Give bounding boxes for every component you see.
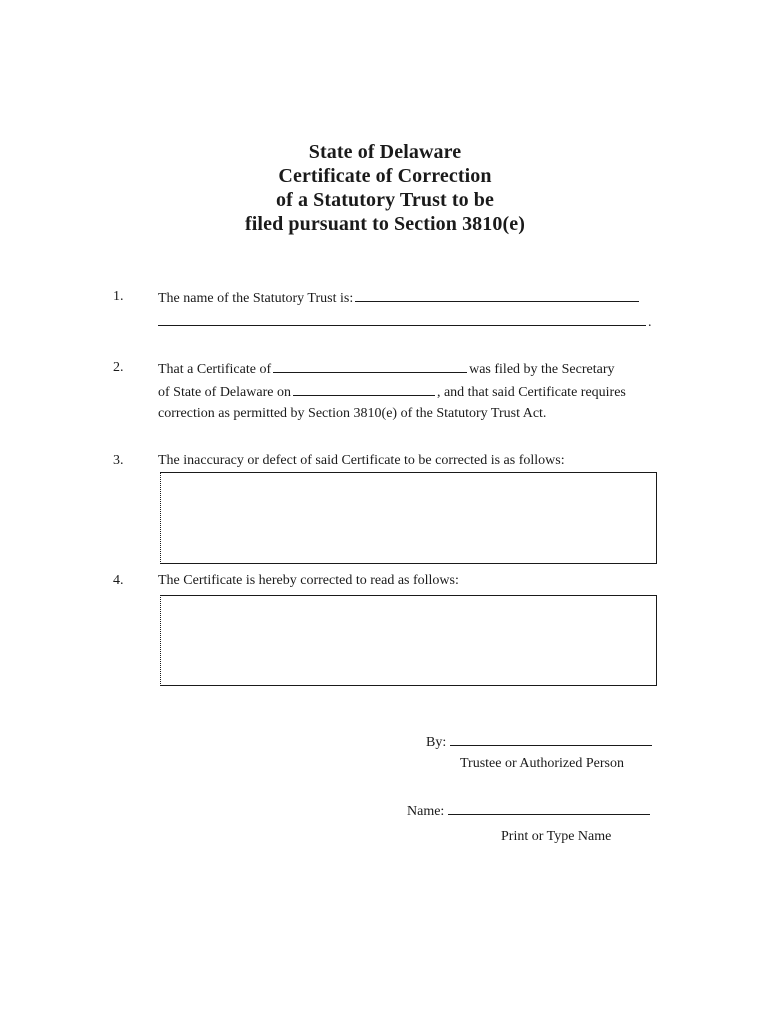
title-line-certificate: Certificate of Correction xyxy=(278,165,492,187)
trust-name-field-2[interactable] xyxy=(158,313,646,326)
name-line xyxy=(407,802,652,820)
item-4-label: The Certificate is hereby corrected to read as follows: xyxy=(158,573,459,588)
item-2-number: 2. xyxy=(113,360,124,375)
printed-name-field[interactable] xyxy=(448,802,650,815)
item-2-text-b: was filed by the Secretary xyxy=(469,362,615,377)
by-label: By: xyxy=(426,735,447,750)
name-caption: Print or Type Name xyxy=(501,829,612,844)
item-2-text-a: That a Certificate of xyxy=(158,362,272,377)
name-label: Name: xyxy=(407,804,445,819)
inaccuracy-description-box[interactable] xyxy=(160,472,657,564)
item-4-number: 4. xyxy=(113,573,124,588)
item-2-line-3: correction as permitted by Section 3810(e) of the Statutory Trust Act. xyxy=(158,406,547,421)
item-1-label: The name of the Statutory Trust is: xyxy=(158,291,354,306)
item-2-text-c: of State of Delaware on xyxy=(158,385,291,400)
item-1-line xyxy=(158,289,641,307)
item-2-text-d: , and that said Certificate requires xyxy=(436,385,626,400)
item-1-number: 1. xyxy=(113,289,124,304)
signature-field[interactable] xyxy=(450,733,652,746)
filing-date-field[interactable] xyxy=(293,383,435,396)
item-1-period: . xyxy=(648,315,652,330)
item-2-line-2 xyxy=(158,383,626,401)
by-caption: Trustee or Authorized Person xyxy=(460,756,624,771)
by-line xyxy=(426,733,654,751)
title-line-section: filed pursuant to Section 3810(e) xyxy=(245,213,525,235)
trust-name-field-1[interactable] xyxy=(355,289,639,302)
item-1-line-2 xyxy=(158,313,652,331)
title-line-state: State of Delaware xyxy=(308,141,462,163)
item-3-number: 3. xyxy=(113,453,124,468)
document-title xyxy=(0,140,770,236)
corrected-text-box[interactable] xyxy=(160,595,657,686)
item-3-label: The inaccuracy or defect of said Certificate to be corrected is as follows: xyxy=(158,453,565,468)
certificate-type-field[interactable] xyxy=(273,360,467,373)
item-2-line-1 xyxy=(158,360,615,378)
title-line-trust: of a Statutory Trust to be xyxy=(276,189,494,211)
